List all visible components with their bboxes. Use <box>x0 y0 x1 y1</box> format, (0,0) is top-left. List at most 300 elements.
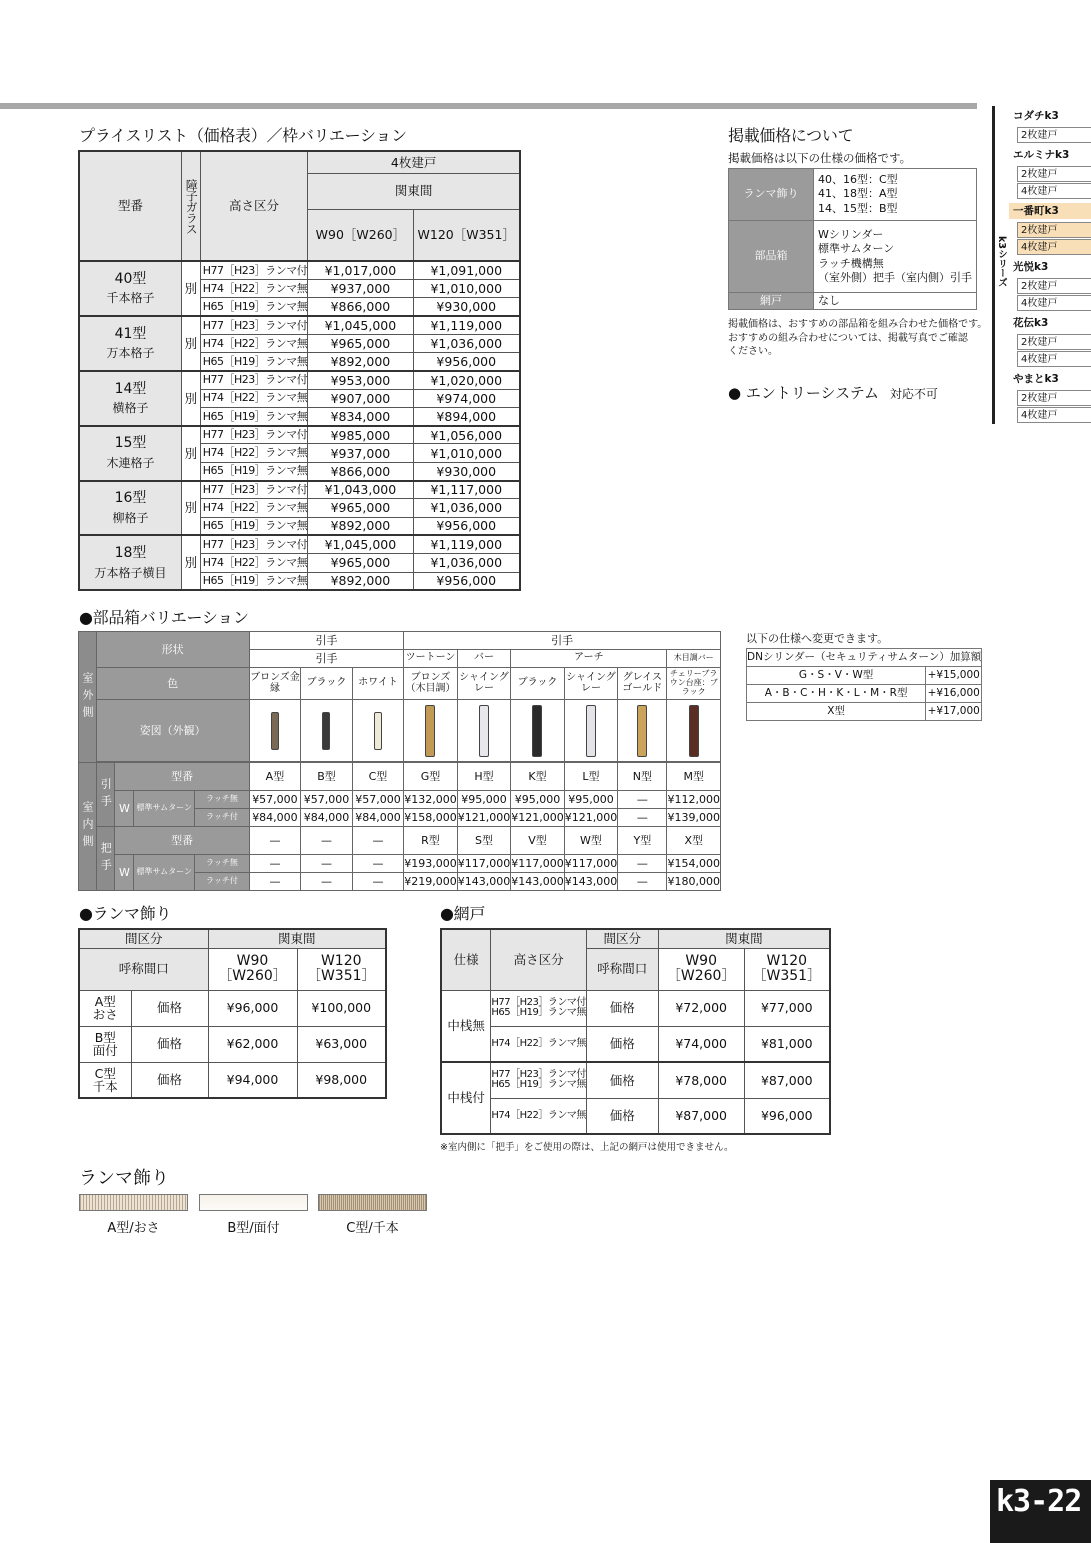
glass-cell: 別 <box>182 426 201 481</box>
handle-color: ブロンズ（木目調） <box>404 668 458 700</box>
ranma-col1: 間区分 <box>79 929 208 948</box>
net-col2: 関東間 <box>658 929 830 948</box>
height-class: H77［H23］ランマ付 <box>200 535 308 553</box>
buhin-table <box>78 631 721 891</box>
swatch-b <box>199 1194 308 1211</box>
model-sub: 柳格子 <box>112 511 149 526</box>
price-cell: — <box>618 873 667 891</box>
model-name: 41型 <box>114 325 147 342</box>
info-ranma-3: 14、15型：B型 <box>818 201 898 215</box>
col-glass: 障子ガラス <box>184 178 199 234</box>
height-class: H77［H23］ランマ付 <box>200 261 308 279</box>
price-cell: ¥930,000 <box>413 462 520 480</box>
net-price-label: 価格 <box>586 1098 658 1134</box>
type-bar: バー <box>457 650 511 668</box>
inside-label: 室内側 <box>81 801 95 852</box>
price-cell: ¥965,000 <box>308 554 413 572</box>
price-cell: ¥937,000 <box>308 279 413 297</box>
series-subtab[interactable]: 2枚建戸 <box>1017 127 1091 143</box>
buhin-title: ●部品箱バリエーション <box>79 608 249 627</box>
ranma-type-name: A型 <box>94 993 116 1009</box>
net-v4b: ¥96,000 <box>744 1098 830 1134</box>
height-class: H74［H22］ランマ無 <box>200 279 308 297</box>
price-cell: ¥132,000 <box>404 791 458 809</box>
ranma-col2: 関東間 <box>208 929 386 948</box>
net-h-a2: H65［H19］ランマ無 <box>491 1007 586 1018</box>
appearance-label: 姿図（外観） <box>96 700 249 762</box>
model-sub: 万本格子横目 <box>94 565 167 580</box>
price-cell: ¥121,000 <box>511 809 565 827</box>
price-cell: ¥117,000 <box>457 855 511 873</box>
col-type: 4枚建戸 <box>308 151 520 173</box>
price-cell: ¥1,010,000 <box>413 444 520 462</box>
price-cell: ¥143,000 <box>511 873 565 891</box>
height-class: H74［H22］ランマ無 <box>200 334 308 352</box>
info-parts-4: （室外側）把手（室内側）引手 <box>818 270 972 284</box>
hikite-model: H型 <box>457 763 511 791</box>
price-cell: — <box>618 855 667 873</box>
series-subtab[interactable]: 4枚建戸 <box>1017 295 1091 311</box>
height-class: H65［H19］ランマ無 <box>200 572 308 590</box>
latch-no-label: ラッチ無 <box>195 791 249 809</box>
entry-system <box>728 382 938 403</box>
model-cell <box>79 316 182 371</box>
glass-cell: 別 <box>182 371 201 426</box>
hikite-model: B型 <box>301 763 353 791</box>
series-tab[interactable]: コダチk3 <box>1013 110 1059 122</box>
price-cell: ¥1,036,000 <box>413 499 520 517</box>
price-cell: ¥1,036,000 <box>413 334 520 352</box>
handle-image <box>479 705 489 757</box>
height-class: H65［H19］ランマ無 <box>200 407 308 425</box>
info-ranma-1: 40、16型：C型 <box>818 173 898 187</box>
model-cell <box>79 371 182 426</box>
ranma-type-name: B型 <box>94 1029 116 1045</box>
price-cell: ¥1,036,000 <box>413 554 520 572</box>
price-cell: ¥180,000 <box>667 873 721 891</box>
dn-model: X型 <box>747 703 926 721</box>
net-spec: 仕様 <box>441 929 491 990</box>
info-table-wrap <box>728 168 977 310</box>
net-w120: W120 <box>766 953 808 970</box>
price-cell: ¥937,000 <box>308 444 413 462</box>
price-cell: ¥57,000 <box>301 791 353 809</box>
price-cell: ¥1,045,000 <box>308 535 413 553</box>
height-class: H65［H19］ランマ無 <box>200 298 308 316</box>
net-v3b: ¥87,000 <box>744 1062 830 1098</box>
price-cell: — <box>301 873 353 891</box>
handle-image-cell <box>352 700 404 762</box>
info-net-value: なし <box>814 293 977 310</box>
col-model: 型番 <box>79 151 182 261</box>
model-cell <box>79 535 182 590</box>
price-cell: — <box>618 809 667 827</box>
hikite-model: C型 <box>352 763 404 791</box>
handle-color: グレイスゴールド <box>618 668 667 700</box>
series-subtab[interactable]: 4枚建戸 <box>1017 239 1091 255</box>
net-v4a: ¥87,000 <box>658 1098 744 1134</box>
height-class: H77［H23］ランマ付 <box>200 316 308 334</box>
series-subtab[interactable]: 4枚建戸 <box>1017 351 1091 367</box>
price-cell: ¥1,020,000 <box>413 371 520 389</box>
col-w90: W90［W260］ <box>308 209 413 261</box>
swatch-b-label: B型/面付 <box>227 1221 280 1236</box>
price-cell: ¥866,000 <box>308 298 413 316</box>
price-cell: ¥57,000 <box>352 791 404 809</box>
dn-model: G・S・V・W型 <box>747 667 926 685</box>
handle-image-cell <box>618 700 667 762</box>
series-subtab[interactable]: 4枚建戸 <box>1017 407 1091 423</box>
ranma-price: ¥63,000 <box>297 1026 386 1062</box>
ranma-price-label: 価格 <box>131 1026 208 1062</box>
info-desc: 掲載価格は以下の仕様の価格です。 <box>728 151 912 165</box>
net-price-label: 価格 <box>586 990 658 1026</box>
height-class: H65［H19］ランマ無 <box>200 517 308 535</box>
glass-cell: 別 <box>182 481 201 536</box>
net-table-wrap <box>440 928 831 1135</box>
model-cell <box>79 481 182 536</box>
totte-model: W型 <box>564 827 618 855</box>
hikite-model: N型 <box>618 763 667 791</box>
price-cell: ¥965,000 <box>308 499 413 517</box>
ranma-type <box>79 1062 131 1098</box>
price-cell: ¥121,000 <box>457 809 511 827</box>
hikite-model: A型 <box>249 763 301 791</box>
outside-label: 室外側 <box>81 671 95 723</box>
price-cell: ¥117,000 <box>511 855 565 873</box>
height-class: H65［H19］ランマ無 <box>200 352 308 370</box>
series-tab[interactable]: 花伝k3 <box>1013 317 1049 329</box>
net-height: 高さ区分 <box>491 929 587 990</box>
entry-label: ● エントリーシステム <box>728 384 880 402</box>
net-g2: 中桟付 <box>441 1062 491 1134</box>
col-height: 高さ区分 <box>200 151 308 261</box>
totte-model: Y型 <box>618 827 667 855</box>
net-price-label: 価格 <box>586 1062 658 1098</box>
handle-color: ブロンズ金縁 <box>249 668 301 700</box>
price-cell: — <box>352 855 404 873</box>
net-v1b: ¥77,000 <box>744 990 830 1026</box>
model-name: 16型 <box>114 490 147 507</box>
totte-model: R型 <box>404 827 458 855</box>
price-cell: ¥894,000 <box>413 407 520 425</box>
dn-table-wrap <box>746 648 982 721</box>
buhin-table-wrap <box>78 631 721 891</box>
info-ranma-2: 41、18型：A型 <box>818 187 898 201</box>
latch-yes-label-2: ラッチ付 <box>195 873 249 891</box>
price-cell: ¥158,000 <box>404 809 458 827</box>
net-v1a: ¥72,000 <box>658 990 744 1026</box>
net-h-a2-2: H65［H19］ランマ無 <box>491 1079 586 1091</box>
model-sub: 木連格子 <box>106 456 155 471</box>
swatch-a <box>79 1194 188 1211</box>
price-cell: ¥95,000 <box>457 791 511 809</box>
price-cell: ¥892,000 <box>308 352 413 370</box>
info-parts-2: 標準サムターン <box>818 242 895 256</box>
totte-model: — <box>249 827 301 855</box>
ranma-price: ¥98,000 <box>297 1062 386 1098</box>
price-cell: ¥57,000 <box>249 791 301 809</box>
type-wood-bar: 木目調バー <box>667 650 721 668</box>
hikite-model: G型 <box>404 763 458 791</box>
price-cell: ¥143,000 <box>457 873 511 891</box>
series-tab[interactable]: 光悦k3 <box>1013 261 1049 273</box>
totte-model: S型 <box>457 827 511 855</box>
dn-model: A・B・C・H・K・L・M・R型 <box>747 685 926 703</box>
dn-price: +¥17,000 <box>926 703 982 721</box>
swatch-a-label: A型/おさ <box>107 1221 160 1236</box>
height-class: H74［H22］ランマ無 <box>200 554 308 572</box>
page-number: k3-22 <box>990 1480 1091 1543</box>
handle-image <box>689 705 699 757</box>
totte-model-label: 型番 <box>115 827 249 855</box>
ranma-price: ¥94,000 <box>208 1062 297 1098</box>
info-table <box>728 168 977 310</box>
price-cell: ¥956,000 <box>413 572 520 590</box>
price-cell: ¥892,000 <box>308 517 413 535</box>
ranma-type-sub: 千本 <box>92 1078 118 1094</box>
series-subtab[interactable]: 2枚建戸 <box>1017 278 1091 294</box>
net-h-b-2: H74［H22］ランマ無 <box>491 1098 587 1134</box>
handle-image <box>374 712 382 750</box>
price-cell: ¥907,000 <box>308 389 413 407</box>
ranma-samples-title: ランマ飾り <box>79 1168 169 1189</box>
height-class: H65［H19］ランマ無 <box>200 462 308 480</box>
handle-image-cell <box>404 700 458 762</box>
series-tab[interactable]: やまとk3 <box>1013 373 1059 385</box>
net-sub1: 呼称間口 <box>586 948 658 990</box>
handle-image-cell <box>667 700 721 762</box>
info-note-2: おすすめの組み合わせについては、掲載写真でご確認 <box>728 332 968 344</box>
price-cell: — <box>618 791 667 809</box>
height-class: H77［H23］ランマ付 <box>200 481 308 499</box>
handle-image <box>271 712 279 750</box>
price-cell: ¥1,017,000 <box>308 261 413 279</box>
ranma-w120b: ［W351］ <box>306 968 376 984</box>
info-ranma-label: ランマ飾り <box>729 169 814 221</box>
handle-color: シャイングレー <box>457 668 511 700</box>
price-cell: ¥117,000 <box>564 855 618 873</box>
height-class: H74［H22］ランマ無 <box>200 444 308 462</box>
price-cell: ¥1,045,000 <box>308 316 413 334</box>
price-cell: ¥930,000 <box>413 298 520 316</box>
price-cell: ¥121,000 <box>564 809 618 827</box>
price-cell: ¥956,000 <box>413 517 520 535</box>
net-h-b: H74［H22］ランマ無 <box>491 1026 587 1062</box>
handle-color: シャイングレー <box>564 668 618 700</box>
price-cell: ¥1,056,000 <box>413 426 520 444</box>
info-parts-3: ラッチ機構無 <box>818 256 884 270</box>
swatch-c <box>318 1194 427 1211</box>
net-w120b: ［W351］ <box>752 968 822 984</box>
hikite2-top: 引手 <box>404 632 721 650</box>
entry-note: 対応不可 <box>889 387 938 401</box>
handle-image <box>637 705 647 757</box>
hikite-model: K型 <box>511 763 565 791</box>
handle-image-cell <box>564 700 618 762</box>
hikite-model: L型 <box>564 763 618 791</box>
price-cell: ¥84,000 <box>301 809 353 827</box>
ranma-w90b: ［W260］ <box>218 968 287 984</box>
handle-color: チェリーブラウン台座：ブラック <box>667 668 721 700</box>
totte-side: 把手 <box>99 841 113 876</box>
model-sub: 千本格子 <box>106 291 155 306</box>
ranma-type-name: C型 <box>94 1065 116 1081</box>
handle-image-cell <box>457 700 511 762</box>
price-cell: ¥1,043,000 <box>308 481 413 499</box>
height-class: H77［H23］ランマ付 <box>200 371 308 389</box>
price-cell: ¥956,000 <box>413 352 520 370</box>
w-label-2: W <box>115 855 134 891</box>
price-cell: ¥1,119,000 <box>413 535 520 553</box>
dn-table <box>746 648 982 721</box>
price-cell: — <box>301 855 353 873</box>
handle-image <box>532 705 542 757</box>
price-cell: ¥974,000 <box>413 389 520 407</box>
net-table <box>440 928 831 1135</box>
ranma-type <box>79 990 131 1026</box>
totte-model: V型 <box>511 827 565 855</box>
col-region: 関東間 <box>308 173 520 209</box>
info-title: 掲載価格について <box>728 126 854 145</box>
handle-image <box>322 712 330 750</box>
pricelist-title: プライスリスト（価格表）／枠バリエーション <box>79 126 407 145</box>
type-arch: アーチ <box>511 650 667 668</box>
model-sub: 横格子 <box>112 401 149 416</box>
model-sub: 万本格子 <box>106 346 155 361</box>
price-cell: ¥1,117,000 <box>413 481 520 499</box>
handle-image-cell <box>301 700 353 762</box>
totte-model: — <box>301 827 353 855</box>
cyl-label-2: 標準サムターン <box>134 855 195 891</box>
height-class: H74［H22］ランマ無 <box>200 499 308 517</box>
handle-color: ブラック <box>511 668 565 700</box>
hikite-model-label: 型番 <box>115 763 249 791</box>
dn-price: +¥15,000 <box>926 667 982 685</box>
net-title: ●網戸 <box>440 904 486 923</box>
price-cell: ¥112,000 <box>667 791 721 809</box>
info-net-label: 網戸 <box>729 293 814 310</box>
net-g1: 中桟無 <box>441 990 491 1062</box>
model-name: 40型 <box>114 270 147 287</box>
handle-image-cell <box>511 700 565 762</box>
net-v2b: ¥81,000 <box>744 1026 830 1062</box>
net-h-a1-2: H77［H23］ランマ付 <box>491 1068 586 1080</box>
model-cell <box>79 261 182 316</box>
series-tab[interactable]: エルミナk3 <box>1013 149 1070 161</box>
ranma-table-wrap <box>78 928 387 1099</box>
price-cell: ¥84,000 <box>249 809 301 827</box>
hikite-side: 引手 <box>99 777 113 812</box>
series-subtab[interactable]: 2枚建戸 <box>1017 390 1091 406</box>
price-cell: ¥985,000 <box>308 426 413 444</box>
price-cell: ¥866,000 <box>308 462 413 480</box>
height-class: H74［H22］ランマ無 <box>200 389 308 407</box>
series-tab[interactable]: 一番町k3 <box>1009 203 1091 219</box>
ranma-price-label: 価格 <box>131 1062 208 1098</box>
glass-cell: 別 <box>182 316 201 371</box>
glass-cell: 別 <box>182 261 201 316</box>
net-note: ※室内側に「把手」をご使用の際は、上記の網戸は使用できません。 <box>440 1142 734 1153</box>
price-cell: ¥892,000 <box>308 572 413 590</box>
net-v3a: ¥78,000 <box>658 1062 744 1098</box>
ranma-sub1: 呼称間口 <box>79 948 208 990</box>
handle-color: ブラック <box>301 668 353 700</box>
totte-model: — <box>352 827 404 855</box>
series-subtab[interactable]: 2枚建戸 <box>1017 334 1091 350</box>
handle-image <box>586 705 596 757</box>
hikite-sub: 引手 <box>249 650 404 668</box>
price-cell: — <box>249 873 301 891</box>
w-label: W <box>115 791 134 827</box>
price-cell: ¥1,091,000 <box>413 261 520 279</box>
col-w120: W120［W351］ <box>413 209 520 261</box>
ranma-w90: W90 <box>236 953 269 970</box>
price-cell: ¥95,000 <box>564 791 618 809</box>
shape-label: 形状 <box>96 632 249 668</box>
price-cell: ¥139,000 <box>667 809 721 827</box>
series-label: k3シリーズ <box>996 236 1007 287</box>
pricelist-table <box>78 150 521 591</box>
info-parts-label: 部品箱 <box>729 221 814 293</box>
dn-header: DNシリンダー（セキュリティサムターン）加算額 <box>747 649 982 667</box>
swatch-c-label: C型/千本 <box>346 1221 399 1236</box>
price-cell: ¥1,010,000 <box>413 279 520 297</box>
ranma-price: ¥96,000 <box>208 990 297 1026</box>
ranma-price: ¥100,000 <box>297 990 386 1026</box>
latch-yes-label: ラッチ付 <box>195 809 249 827</box>
price-cell: ¥834,000 <box>308 407 413 425</box>
totte-model: X型 <box>667 827 721 855</box>
price-cell: ¥219,000 <box>404 873 458 891</box>
model-cell <box>79 426 182 481</box>
series-subtab[interactable]: 2枚建戸 <box>1017 166 1091 182</box>
type-twotone: ツートーン <box>404 650 458 668</box>
ranma-type-sub: 面付 <box>92 1043 118 1058</box>
net-col1: 間区分 <box>586 929 658 948</box>
ranma-title: ●ランマ飾り <box>79 904 172 923</box>
series-subtab[interactable]: 2枚建戸 <box>1017 222 1091 238</box>
dn-price: +¥16,000 <box>926 685 982 703</box>
ranma-w120: W120 <box>320 953 362 970</box>
pricelist-table-wrap <box>78 150 521 591</box>
model-name: 18型 <box>114 545 147 562</box>
model-name: 14型 <box>114 380 147 397</box>
ranma-price-label: 価格 <box>131 990 208 1026</box>
ranma-table <box>78 928 387 1099</box>
net-price-label: 価格 <box>586 1026 658 1062</box>
hikite-model: M型 <box>667 763 721 791</box>
price-cell: — <box>249 855 301 873</box>
info-note-1: 掲載価格は、おすすめの部品箱を組み合わせた価格です。 <box>728 319 988 330</box>
series-subtab[interactable]: 4枚建戸 <box>1017 183 1091 199</box>
cyl-label: 標準サムターン <box>134 791 195 827</box>
ranma-type <box>79 1026 131 1062</box>
price-cell: ¥95,000 <box>511 791 565 809</box>
height-class: H77［H23］ランマ付 <box>200 426 308 444</box>
price-cell: ¥965,000 <box>308 334 413 352</box>
price-cell: ¥143,000 <box>564 873 618 891</box>
latch-no-label-2: ラッチ無 <box>195 855 249 873</box>
handle-color: ホワイト <box>352 668 404 700</box>
ranma-price: ¥62,000 <box>208 1026 297 1062</box>
info-note-3: ください。 <box>728 346 778 357</box>
price-cell: ¥193,000 <box>404 855 458 873</box>
price-cell: ¥154,000 <box>667 855 721 873</box>
price-cell: ¥953,000 <box>308 371 413 389</box>
hikite-top: 引手 <box>249 632 404 650</box>
handle-image-cell <box>249 700 301 762</box>
